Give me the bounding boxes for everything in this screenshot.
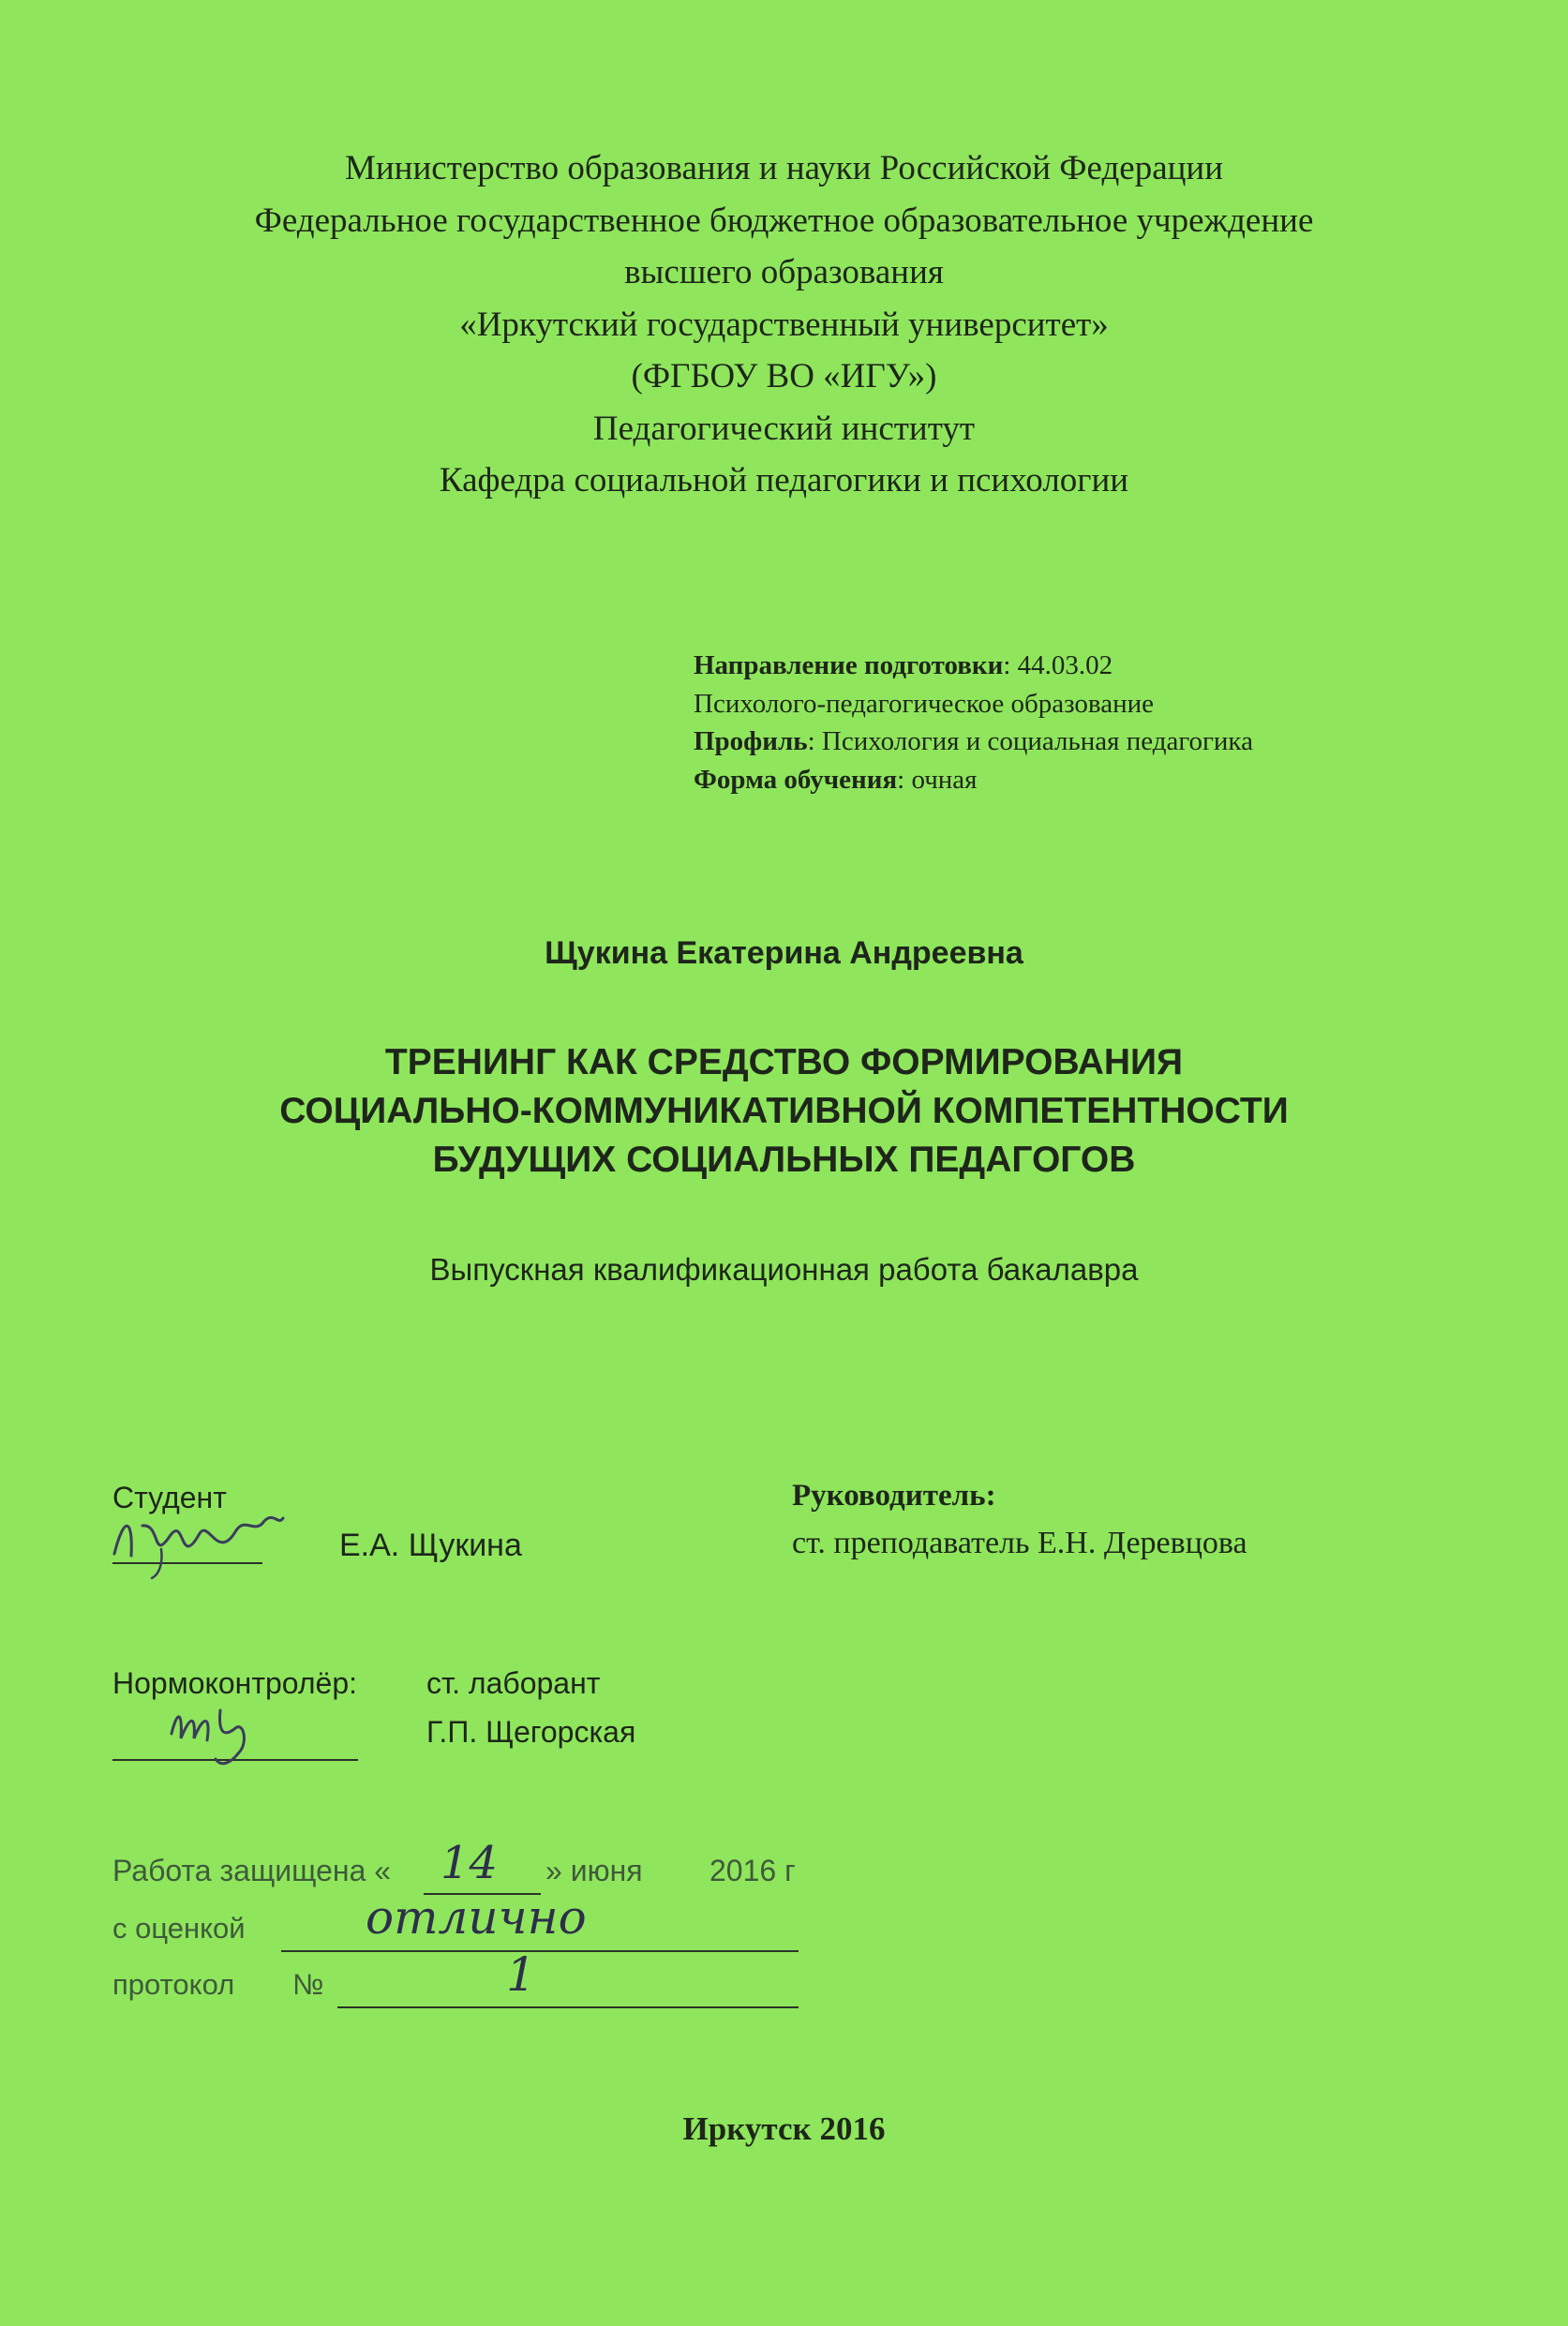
header-line-abbreviation: (ФГБОУ ВО «ИГУ») [631, 357, 937, 395]
supervisor-name: ст. преподаватель Е.Н. Деревцова [792, 1526, 1247, 1560]
protocol-number: 1 [506, 1947, 536, 2002]
form-value: : очная [897, 764, 978, 795]
defended-day: 14 [441, 1837, 499, 1889]
direction-row [694, 647, 1253, 685]
protocol-number-sign: № [292, 1968, 324, 2001]
protocol-line [337, 2006, 799, 2008]
normcontrol-name: Г.П. Щегорская [426, 1715, 636, 1749]
work-type: Выпускная квалификационная работа бакалавра [429, 1252, 1139, 1287]
header-line-institution-type: Федеральное государственное бюджетное образовательное учреждение [254, 201, 1314, 240]
header-line-department: Кафедра социальной педагогики и психологии [439, 461, 1129, 499]
defended-month: » июня [545, 1854, 643, 1887]
grade-value: отлично [366, 1890, 587, 1945]
student-signature [105, 1498, 292, 1582]
city-year: Иркутск 2016 [682, 2110, 886, 2147]
normcontrol-position: ст. лаборант [426, 1666, 601, 1700]
title-line-1: ТРЕНИНГ КАК СРЕДСТВО ФОРМИРОВАНИЯ [384, 1042, 1184, 1082]
protocol-label: протокол [112, 1968, 235, 2001]
institution-header [0, 142, 1568, 507]
profile-value: : Психология и социальная педагогика [807, 726, 1253, 756]
defense-year: 2016 г [709, 1854, 796, 1887]
title-line-2: СОЦИАЛЬНО-КОММУНИКАТИВНОЙ КОМПЕТЕНТНОСТИ [279, 1091, 1289, 1131]
profile-row [694, 723, 1253, 761]
normcontrol-signature [164, 1692, 305, 1776]
author-name: Щукина Екатерина Андреевна [545, 935, 1023, 971]
thesis-title [0, 1038, 1568, 1185]
form-row [694, 761, 1253, 799]
title-line-3: БУДУЩИХ СОЦИАЛЬНЫХ ПЕДАГОГОВ [432, 1140, 1136, 1180]
header-line-university: «Иркутский государственный университет» [459, 305, 1109, 344]
direction-label: Направление подготовки [694, 650, 1004, 680]
normcontrol-label: Нормоконтролёр: [112, 1666, 358, 1700]
supervisor-label: Руководитель: [792, 1479, 996, 1513]
header-line-institute: Педагогический институт [592, 409, 976, 448]
student-label: Студент [112, 1481, 227, 1514]
grade-line [281, 1950, 799, 1952]
header-line-education-level: высшего образования [624, 253, 944, 291]
defended-prefix: Работа защищена « [112, 1854, 392, 1887]
student-name: Е.А. Щукина [339, 1528, 522, 1563]
form-label: Форма обучения [694, 764, 898, 795]
direction-name: Психолого-педагогическое образование [694, 688, 1155, 719]
direction-code: : 44.03.02 [1003, 650, 1113, 680]
grade-label: с оценкой [112, 1912, 246, 1945]
header-line-ministry: Министерство образования и науки Российской Федерации [344, 149, 1224, 187]
profile-label: Профиль [694, 726, 808, 756]
study-details [694, 647, 1253, 798]
